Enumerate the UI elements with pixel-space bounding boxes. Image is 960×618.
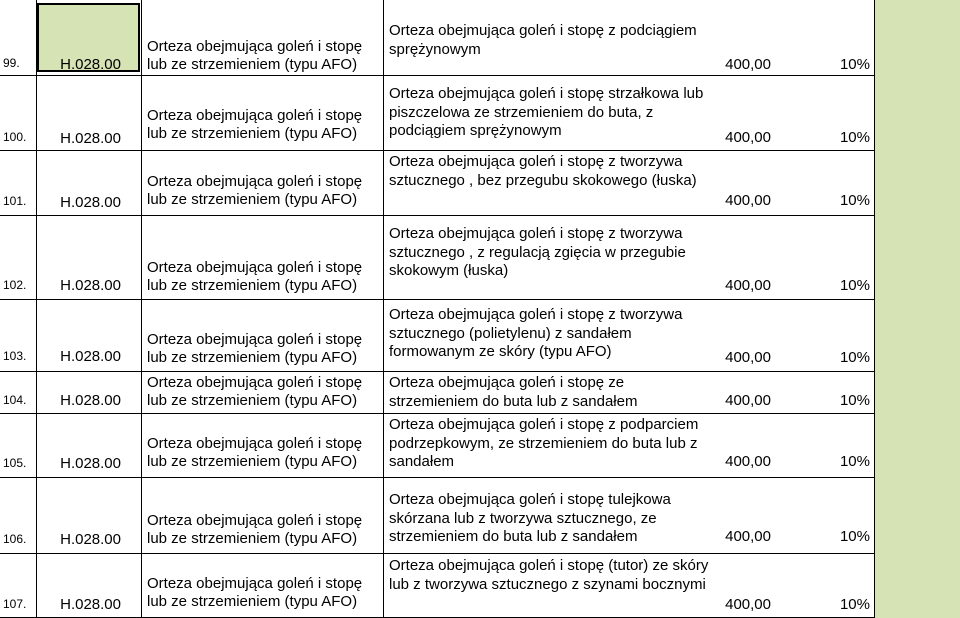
row-description: Orteza obejmująca goleń i stopę (tutor) ze skóry lub z tworzywa sztucznego z szynami bocznymi <box>389 557 709 593</box>
row-description: Orteza obejmująca goleń i stopę ze strzemieniem do buta lub z sandałem <box>389 374 638 410</box>
row-price: 400,00 <box>725 349 771 366</box>
row-percent: 10% <box>839 192 870 209</box>
row-number: 106. <box>3 532 27 546</box>
row-category: Orteza obejmująca goleń i stopę lub ze strzemieniem (typu AFO) <box>147 374 363 409</box>
row-description: Orteza obejmująca goleń i stopę z tworzywa sztucznego (polietylenu) z sandałem formowanym ze skóry (typu AFO) <box>389 306 683 360</box>
row-percent: 10% <box>839 453 870 470</box>
row-category: Orteza obejmująca goleń i stopę lub ze strzemieniem (typu AFO) <box>147 107 363 142</box>
row-price: 400,00 <box>725 192 771 209</box>
row-percent: 10% <box>839 596 870 613</box>
row-description: Orteza obejmująca goleń i stopę tulejkowa skórzana lub z tworzywa sztucznego, ze strzemieniem do buta lub z sandałem <box>389 491 671 545</box>
row-price: 400,00 <box>725 596 771 613</box>
row-code: H.028.00 <box>60 194 121 211</box>
row-number: 104. <box>3 393 27 407</box>
table-row <box>0 553 875 617</box>
row-percent: 10% <box>839 129 870 146</box>
row-code: H.028.00 <box>60 596 121 613</box>
row-category: Orteza obejmująca goleń i stopę lub ze strzemieniem (typu AFO) <box>147 173 363 208</box>
row-percent: 10% <box>839 56 870 73</box>
row-code: H.028.00 <box>60 277 121 294</box>
table-row <box>0 413 875 477</box>
row-code: H.028.00 <box>60 130 121 147</box>
row-category: Orteza obejmująca goleń i stopę lub ze strzemieniem (typu AFO) <box>147 38 363 73</box>
row-description: Orteza obejmująca goleń i stopę strzałkowa lub piszczelowa ze strzemieniem do buta, z podciągiem sprężynowym <box>389 85 704 139</box>
row-number: 105. <box>3 456 27 470</box>
row-price: 400,00 <box>725 56 771 73</box>
row-code: H.028.00 <box>60 348 121 365</box>
row-number: 102. <box>3 278 27 292</box>
table-row <box>0 150 875 215</box>
row-description: Orteza obejmująca goleń i stopę z podciągiem sprężynowym <box>389 22 697 58</box>
row-code: H.028.00 <box>60 56 121 73</box>
row-description: Orteza obejmująca goleń i stopę z tworzywa sztucznego , z regulacją zgięcia w przegubie skokowym (łuska) <box>389 225 686 279</box>
table-row <box>0 371 875 413</box>
row-category: Orteza obejmująca goleń i stopę lub ze strzemieniem (typu AFO) <box>147 575 363 610</box>
row-category: Orteza obejmująca goleń i stopę lub ze strzemieniem (typu AFO) <box>147 331 363 366</box>
table-row <box>0 215 875 299</box>
row-percent: 10% <box>839 349 870 366</box>
row-price: 400,00 <box>725 277 771 294</box>
row-percent: 10% <box>839 528 870 545</box>
table-row <box>0 477 875 553</box>
row-percent: 10% <box>839 277 870 294</box>
row-price: 400,00 <box>725 528 771 545</box>
highlight-column <box>875 0 960 618</box>
row-code: H.028.00 <box>60 392 121 409</box>
row-description: Orteza obejmująca goleń i stopę z tworzywa sztucznego , bez przegubu skokowego (łuska) <box>389 153 697 189</box>
row-description: Orteza obejmująca goleń i stopę z podparciem podrzepkowym, ze strzemieniem do buta lub z sandałem <box>389 416 699 470</box>
row-number: 99. <box>3 56 20 70</box>
row-number: 103. <box>3 349 27 363</box>
row-category: Orteza obejmująca goleń i stopę lub ze strzemieniem (typu AFO) <box>147 259 363 294</box>
table-row <box>0 75 875 150</box>
table-row <box>0 0 875 75</box>
row-code: H.028.00 <box>60 455 121 472</box>
row-percent: 10% <box>839 392 870 409</box>
row-price: 400,00 <box>725 392 771 409</box>
table-row <box>0 299 875 371</box>
row-code: H.028.00 <box>60 531 121 548</box>
row-category: Orteza obejmująca goleń i stopę lub ze strzemieniem (typu AFO) <box>147 435 363 470</box>
row-number: 101. <box>3 194 27 208</box>
row-price: 400,00 <box>725 453 771 470</box>
row-number: 107. <box>3 597 27 611</box>
row-price: 400,00 <box>725 129 771 146</box>
row-category: Orteza obejmująca goleń i stopę lub ze strzemieniem (typu AFO) <box>147 512 363 547</box>
row-number: 100. <box>3 130 27 144</box>
